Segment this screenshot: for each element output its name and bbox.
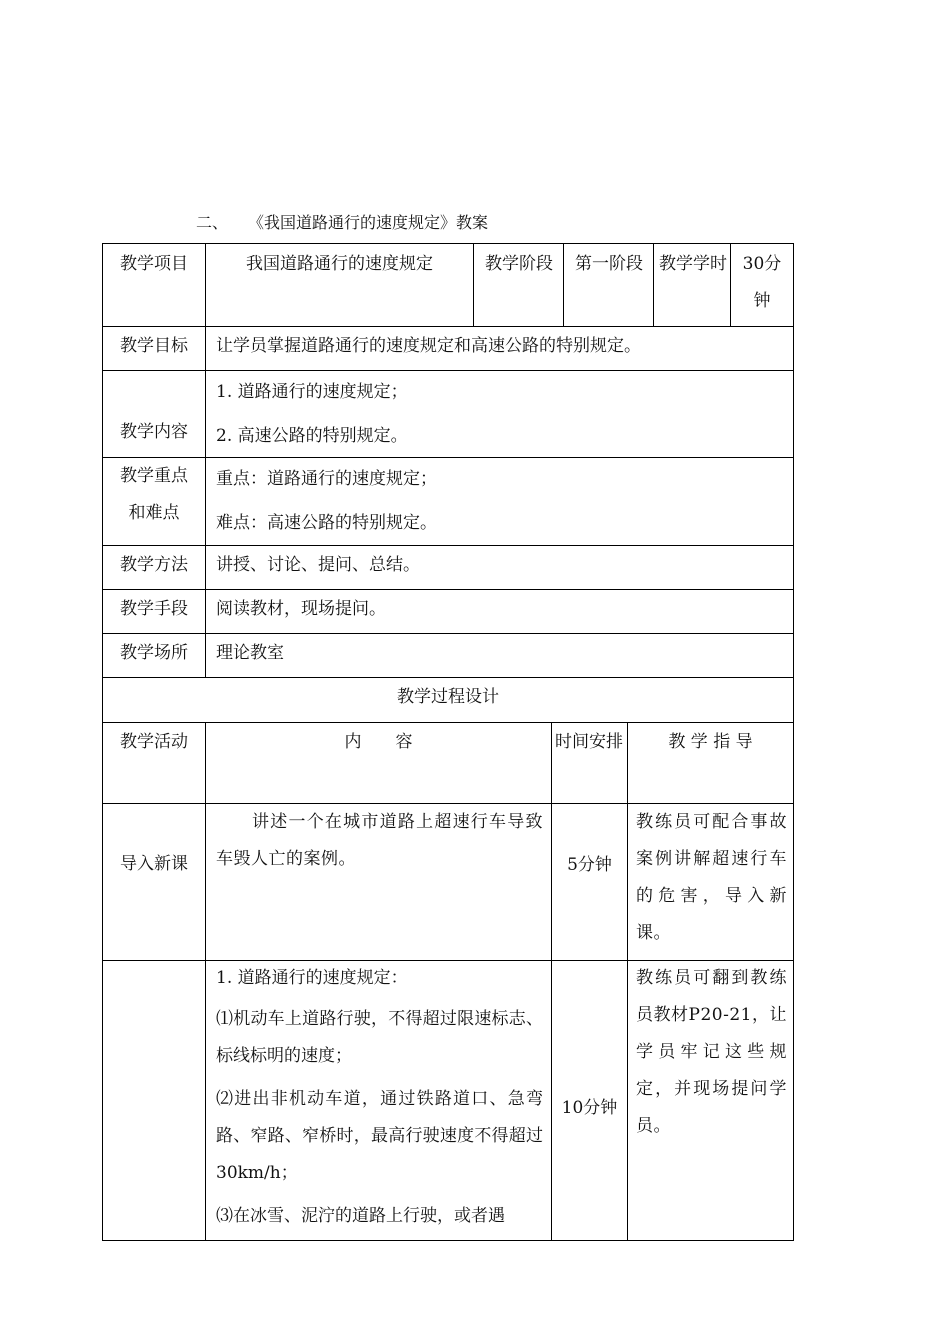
method-label: 教学方法: [120, 555, 188, 575]
section1-time: 10分钟: [561, 1098, 618, 1118]
section1-item: ⑴机动车上道路行驶，不得超过限速标志、标线标明的速度；: [216, 1009, 543, 1066]
section1-guide: 教练员可翻到教练员教材P20-21，让学员牢记这些规定，并现场提问学员。: [636, 968, 787, 1136]
means-value: 阅读教材，现场提问。: [216, 599, 386, 619]
content-item: 1. 道路通行的速度规定；: [216, 382, 408, 402]
header-guide: 教 学 指 导: [668, 732, 753, 752]
content-label: 教学内容: [120, 422, 188, 442]
difficulty-point: 难点：高速公路的特别规定。: [216, 513, 437, 533]
section1-content-title: 1. 道路通行的速度规定：: [216, 968, 408, 988]
intro-guide: 教练员可配合事故案例讲解超速行车的危害，导入新课。: [636, 812, 787, 943]
section1-content: [206, 960, 551, 1235]
heading-number: 二、: [196, 213, 229, 232]
goal-label: 教学目标: [120, 336, 188, 356]
intro-time: 5分钟: [567, 855, 612, 875]
section1-item: ⑶在冰雪、泥泞的道路上行驶，或者遇: [216, 1206, 505, 1226]
key-points-list: [206, 457, 793, 545]
stage-label: 教学阶段: [485, 254, 553, 274]
key-points-label: 教学重点和难点: [120, 466, 188, 523]
heading-title: 《我国道路通行的速度规定》教案: [248, 213, 489, 232]
hours-label: 教学学时: [659, 254, 727, 274]
stage-value: 第一阶段: [575, 254, 643, 274]
method-value: 讲授、讨论、提问、总结。: [216, 555, 420, 575]
means-label: 教学手段: [120, 599, 188, 619]
place-label: 教学场所: [120, 643, 188, 663]
goal-value: 让学员掌握道路通行的速度规定和高速公路的特别规定。: [216, 336, 641, 356]
focus-point: 重点：道路通行的速度规定；: [216, 469, 437, 489]
lesson-plan-table: [102, 243, 794, 1241]
project-label: 教学项目: [120, 254, 188, 274]
header-time: 时间安排: [555, 732, 623, 752]
content-list: [206, 370, 793, 458]
header-content: 内 容: [344, 732, 413, 752]
section1-item: ⑵进出非机动车道，通过铁路道口、急弯路、窄路、窄桥时，最高行驶速度不得超过30km/h；: [216, 1089, 543, 1183]
content-item: 2. 高速公路的特别规定。: [216, 426, 408, 446]
hours-value: 30分钟: [742, 254, 782, 311]
header-activity: 教学活动: [120, 732, 188, 752]
intro-content: 讲述一个在城市道路上超速行车导致车毁人亡的案例。: [216, 812, 543, 869]
place-value: 理论教室: [216, 643, 284, 663]
document-heading: [196, 210, 488, 233]
intro-activity: 导入新课: [120, 854, 188, 874]
project-value: 我国道路通行的速度规定: [246, 254, 433, 274]
process-title: 教学过程设计: [397, 687, 499, 707]
